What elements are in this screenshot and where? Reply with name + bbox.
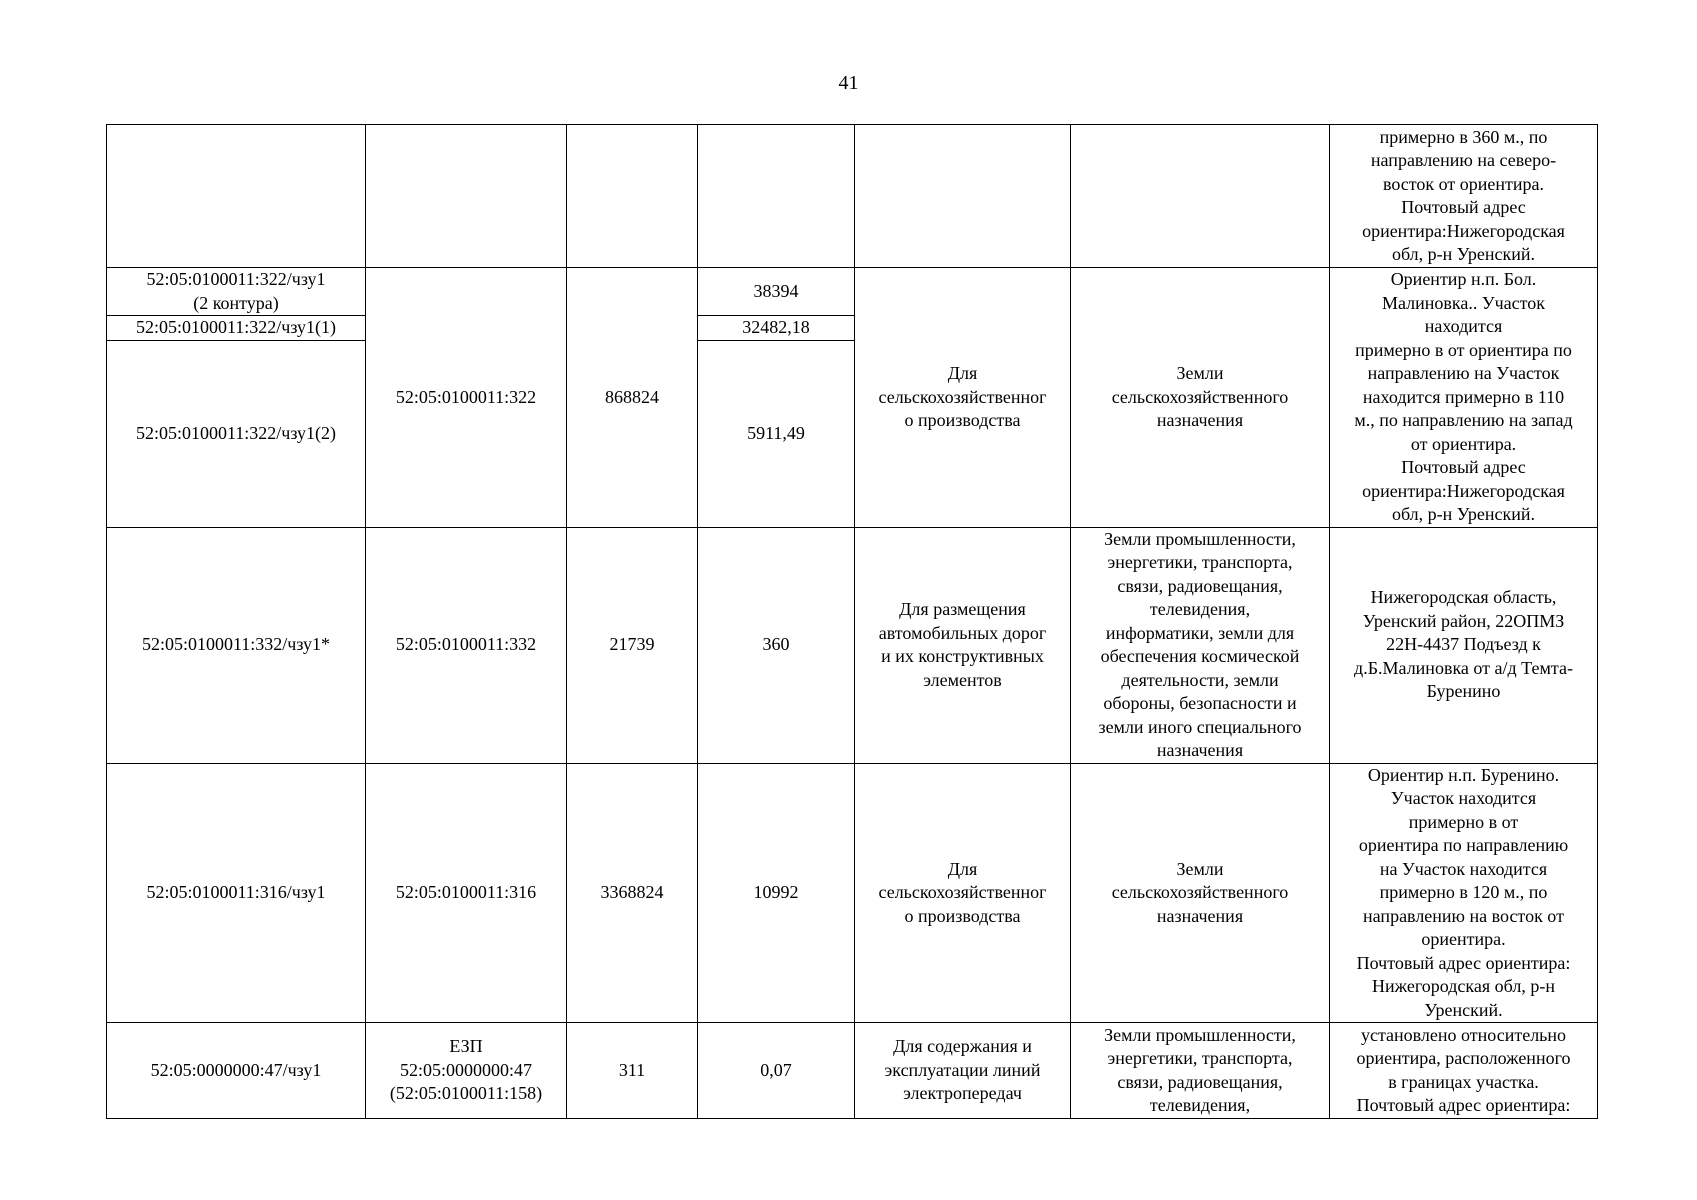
text-line: Земли промышленности, [1104, 1024, 1296, 1045]
text-line: примерно в от ориентира по [1355, 339, 1572, 360]
text-line: Ориентир н.п. Бол. [1390, 269, 1537, 289]
text-line: о производства [904, 905, 1021, 926]
parcel-cell: 52:05:0100011:316 [366, 763, 567, 1023]
zone-cell: 52:05:0100011:332/чзу1* [107, 527, 366, 763]
category-cell [1071, 763, 1330, 1023]
text-line: Нижегородская обл, р-н [1372, 976, 1555, 996]
area-cell: 360 [698, 527, 855, 763]
text-line: Для содержания и [893, 1036, 1032, 1057]
text-line: ЕЗП [449, 1036, 483, 1057]
text-line: сельскохозяйственног [878, 882, 1047, 902]
text-line: Для размещения [899, 599, 1026, 619]
text-line: направлению на Участок [1367, 363, 1560, 383]
text-line: Нижегородская область, [1370, 587, 1557, 608]
text-line: 52:05:0000000:47 [399, 1059, 532, 1080]
area-cell: 0,07 [698, 1023, 855, 1119]
text-line: сельскохозяйственного [1111, 386, 1289, 407]
address-cell [1330, 1023, 1598, 1119]
text-line: на Участок находится [1379, 858, 1548, 879]
text-line: Почтовый адрес [1401, 457, 1526, 477]
text-line: земли иного специального [1098, 716, 1302, 737]
table-row [107, 527, 1598, 763]
table-row [107, 1023, 1598, 1119]
text-line: Буренино [1426, 681, 1501, 702]
address-cell [1330, 268, 1598, 528]
area-cell: 32482,18 [698, 316, 855, 341]
text-line: обл, р-н Уренский. [1391, 244, 1536, 264]
use-cell [855, 268, 1071, 528]
address-cell [1330, 763, 1598, 1023]
table-row [107, 763, 1598, 1023]
use-cell [855, 125, 1071, 268]
text-line: Уренский район, 22ОПМЗ [1362, 610, 1565, 631]
text-line: м., по направлению на запад [1354, 410, 1573, 430]
text-line: Почтовый адрес ориентира: [1356, 1095, 1571, 1115]
text-line: энергетики, транспорта, [1107, 552, 1293, 572]
text-line: (2 контура) [193, 292, 279, 313]
zone-cell: 52:05:0100011:322/чзу1(2) [107, 340, 366, 527]
text-line: в границах участка. [1388, 1071, 1539, 1092]
address-cell [1330, 527, 1598, 763]
text-line: направлению на северо- [1370, 150, 1557, 170]
parcel-cell: 52:05:0100011:322 [366, 268, 567, 528]
text-line: обл, р-н Уренский. [1391, 504, 1536, 524]
zone-cell [107, 268, 366, 316]
text-line: и их конструктивных [881, 646, 1044, 666]
text-line: Земли [1176, 858, 1224, 879]
text-line: Земли [1176, 363, 1224, 383]
text-line: ориентира. [1421, 929, 1506, 949]
text-line: ориентира:Нижегородская [1362, 220, 1565, 241]
text-line: обороны, безопасности и [1103, 693, 1297, 713]
text-line: назначения [1156, 410, 1244, 430]
land-parcels-table [106, 124, 1598, 1119]
area-cell: 38394 [698, 268, 855, 316]
text-line: обеспечения космической [1100, 646, 1300, 666]
text-line: назначения [1156, 740, 1244, 760]
total-area-cell: 21739 [567, 527, 698, 763]
page-number: 41 [838, 72, 859, 94]
text-line: энергетики, транспорта, [1107, 1048, 1293, 1068]
text-line: телевидения, [1149, 1095, 1251, 1115]
use-cell [855, 763, 1071, 1023]
zone-cell: 52:05:0100011:316/чзу1 [107, 763, 366, 1023]
address-cell [1330, 125, 1598, 268]
category-cell [1071, 268, 1330, 528]
text-line: примерно в от [1408, 811, 1519, 832]
text-line: связи, радиовещания, [1117, 575, 1283, 596]
text-line: Для [947, 858, 978, 879]
table-row [107, 268, 1598, 316]
zone-cell [107, 125, 366, 268]
text-line: примерно в 120 м., по [1379, 882, 1548, 902]
text-line: о производства [904, 410, 1021, 430]
text-line: Малиновка.. Участок [1381, 292, 1545, 313]
total-area-cell [567, 125, 698, 268]
text-line: Почтовый адрес ориентира: [1356, 952, 1571, 973]
area-cell: 10992 [698, 763, 855, 1023]
text-line: восток от ориентира. [1382, 173, 1545, 194]
text-line: (52:05:0100011:158) [389, 1083, 543, 1104]
text-line: ориентира, расположенного [1356, 1048, 1571, 1068]
parcel-cell: 52:05:0100011:332 [366, 527, 567, 763]
zone-cell: 52:05:0100011:322/чзу1(1) [107, 316, 366, 341]
category-cell [1071, 125, 1330, 268]
text-line: установлено относительно [1360, 1024, 1567, 1045]
text-line: телевидения, [1149, 599, 1251, 619]
text-line: направлению на восток от [1363, 905, 1564, 926]
area-cell: 5911,49 [698, 340, 855, 527]
text-line: находится примерно в 110 [1362, 386, 1565, 407]
category-cell [1071, 1023, 1330, 1119]
text-line: электропередач [903, 1083, 1022, 1104]
category-cell [1071, 527, 1330, 763]
total-area-cell: 3368824 [567, 763, 698, 1023]
text-line: Для [947, 363, 978, 383]
use-cell [855, 1023, 1071, 1119]
text-line: эксплуатации линий [884, 1059, 1041, 1080]
text-line: д.Б.Малиновка от а/д Темта- [1354, 657, 1573, 678]
text-line: Уренский. [1424, 999, 1503, 1020]
text-line: автомобильных дорог [878, 622, 1047, 643]
text-line: элементов [923, 669, 1002, 690]
area-cell [698, 125, 855, 268]
total-area-cell: 868824 [567, 268, 698, 528]
text-line: Участок находится [1390, 788, 1537, 808]
text-line: сельскохозяйственног [878, 386, 1047, 407]
text-line: назначения [1156, 905, 1244, 926]
text-line: связи, радиовещания, [1117, 1071, 1283, 1092]
parcel-cell [366, 125, 567, 268]
use-cell [855, 527, 1071, 763]
text-line: информатики, земли для [1105, 622, 1295, 643]
text-line: ориентира:Нижегородская [1362, 480, 1565, 501]
text-line: Почтовый адрес [1401, 197, 1526, 217]
total-area-cell: 311 [567, 1023, 698, 1119]
text-line: сельскохозяйственного [1111, 882, 1289, 902]
text-line: деятельности, земли [1121, 669, 1279, 690]
text-line: 52:05:0100011:322/чзу1 [146, 269, 326, 290]
text-line: находится [1424, 316, 1503, 336]
text-line: Ориентир н.п. Буренино. [1367, 764, 1560, 785]
text-line: от ориентира. [1410, 433, 1517, 454]
text-line: 22Н-4437 Подъезд к [1386, 634, 1541, 655]
text-line: Земли промышленности, [1104, 528, 1296, 549]
parcel-cell [366, 1023, 567, 1119]
text-line: примерно в 360 м., по [1379, 126, 1548, 147]
zone-cell: 52:05:0000000:47/чзу1 [107, 1023, 366, 1119]
text-line: ориентира по направлению [1358, 835, 1569, 855]
table-row [107, 125, 1598, 268]
